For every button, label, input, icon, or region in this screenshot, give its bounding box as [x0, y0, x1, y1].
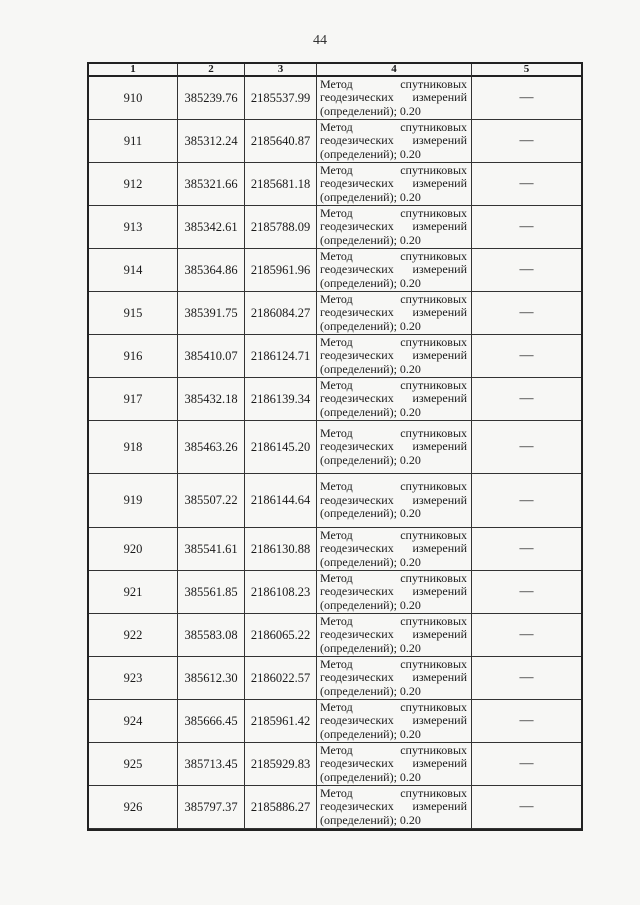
- method-text-line: геодезических измерений: [320, 541, 467, 556]
- method-text-line: геодезических измерений: [320, 133, 467, 148]
- method-text-line: (определений); 0.20: [320, 769, 421, 784]
- column5-cell: —: [472, 421, 581, 474]
- y-coordinate-cell: 2185961.96: [245, 249, 317, 292]
- point-number-cell: 924: [89, 700, 178, 743]
- method-text-line: Метод спутниковых: [320, 570, 467, 585]
- x-coordinate-cell: 385239.76: [178, 77, 245, 120]
- point-number-cell: 913: [89, 206, 178, 249]
- point-number-cell: 922: [89, 614, 178, 657]
- method-text-line: (определений); 0.20: [320, 726, 421, 741]
- method-text-line: (определений); 0.20: [320, 146, 421, 161]
- method-text-line: Метод спутниковых: [320, 699, 467, 714]
- method-text-line: Метод спутниковых: [320, 527, 467, 542]
- x-coordinate-cell: 385583.08: [178, 614, 245, 657]
- y-coordinate-cell: 2185640.87: [245, 120, 317, 163]
- x-coordinate-cell: 385312.24: [178, 120, 245, 163]
- x-coordinate-cell: 385713.45: [178, 743, 245, 786]
- column-header: 4: [317, 64, 472, 77]
- point-number-cell: 914: [89, 249, 178, 292]
- method-text-line: (определений); 0.20: [320, 640, 421, 655]
- x-coordinate-cell: 385364.86: [178, 249, 245, 292]
- method-text-line: Метод спутниковых: [320, 162, 467, 177]
- method-text-line: Метод спутниковых: [320, 742, 467, 757]
- table-row: [89, 743, 581, 786]
- x-coordinate-cell: 385561.85: [178, 571, 245, 614]
- method-text-line: Метод спутниковых: [320, 479, 467, 494]
- x-coordinate-cell: 385463.26: [178, 421, 245, 474]
- method-text-line: (определений); 0.20: [320, 404, 421, 419]
- y-coordinate-cell: 2186108.23: [245, 571, 317, 614]
- column5-cell: —: [472, 378, 581, 421]
- method-text-line: (определений); 0.20: [320, 275, 421, 290]
- method-text-line: Метод спутниковых: [320, 613, 467, 628]
- y-coordinate-cell: 2185929.83: [245, 743, 317, 786]
- method-text-line: геодезических измерений: [320, 176, 467, 191]
- y-coordinate-cell: 2185681.18: [245, 163, 317, 206]
- column-header: 1: [89, 64, 178, 77]
- method-text-line: Метод спутниковых: [320, 76, 467, 91]
- method-text-line: геодезических измерений: [320, 391, 467, 406]
- method-text-line: (определений); 0.20: [320, 232, 421, 247]
- method-text-line: геодезических измерений: [320, 584, 467, 599]
- column5-cell: —: [472, 657, 581, 700]
- column5-cell: —: [472, 335, 581, 378]
- column5-cell: —: [472, 700, 581, 743]
- method-text-line: Метод спутниковых: [320, 205, 467, 220]
- table-row: [89, 571, 581, 614]
- point-number-cell: 923: [89, 657, 178, 700]
- point-number-cell: 916: [89, 335, 178, 378]
- y-coordinate-cell: 2185961.42: [245, 700, 317, 743]
- x-coordinate-cell: 385612.30: [178, 657, 245, 700]
- column5-cell: —: [472, 249, 581, 292]
- method-text-line: (определений); 0.20: [320, 597, 421, 612]
- method-text-line: (определений); 0.20: [320, 103, 421, 118]
- method-cell: [317, 206, 472, 249]
- coordinates-table: [87, 62, 583, 831]
- x-coordinate-cell: 385321.66: [178, 163, 245, 206]
- method-text-line: Метод спутниковых: [320, 425, 467, 440]
- point-number-cell: 919: [89, 474, 178, 528]
- column5-cell: —: [472, 163, 581, 206]
- column5-cell: —: [472, 292, 581, 335]
- method-cell: [317, 700, 472, 743]
- y-coordinate-cell: 2185886.27: [245, 786, 317, 829]
- x-coordinate-cell: 385410.07: [178, 335, 245, 378]
- table-row: [89, 786, 581, 829]
- method-text-line: геодезических измерений: [320, 219, 467, 234]
- column-header: 5: [472, 64, 581, 77]
- method-cell: [317, 335, 472, 378]
- table-row: [89, 378, 581, 421]
- table-row: [89, 335, 581, 378]
- table-row: [89, 474, 581, 528]
- table-row: [89, 528, 581, 571]
- y-coordinate-cell: 2186065.22: [245, 614, 317, 657]
- table-header-row: [89, 64, 581, 77]
- y-coordinate-cell: 2186130.88: [245, 528, 317, 571]
- method-text-line: (определений); 0.20: [320, 683, 421, 698]
- table-row: [89, 77, 581, 120]
- table-row: [89, 292, 581, 335]
- x-coordinate-cell: 385541.61: [178, 528, 245, 571]
- x-coordinate-cell: 385342.61: [178, 206, 245, 249]
- x-coordinate-cell: 385507.22: [178, 474, 245, 528]
- method-text-line: геодезических измерений: [320, 756, 467, 771]
- y-coordinate-cell: 2185537.99: [245, 77, 317, 120]
- point-number-cell: 920: [89, 528, 178, 571]
- method-text-line: Метод спутниковых: [320, 785, 467, 800]
- point-number-cell: 926: [89, 786, 178, 829]
- point-number-cell: 910: [89, 77, 178, 120]
- method-text-line: (определений); 0.20: [320, 189, 421, 204]
- column5-cell: —: [472, 528, 581, 571]
- method-cell: [317, 474, 472, 528]
- x-coordinate-cell: 385432.18: [178, 378, 245, 421]
- point-number-cell: 911: [89, 120, 178, 163]
- method-cell: [317, 614, 472, 657]
- method-cell: [317, 378, 472, 421]
- method-text-line: (определений); 0.20: [320, 452, 421, 467]
- method-text-line: геодезических измерений: [320, 670, 467, 685]
- method-text-line: Метод спутниковых: [320, 377, 467, 392]
- column5-cell: —: [472, 77, 581, 120]
- table-row: [89, 614, 581, 657]
- x-coordinate-cell: 385666.45: [178, 700, 245, 743]
- column5-cell: —: [472, 474, 581, 528]
- method-cell: [317, 657, 472, 700]
- method-text-line: геодезических измерений: [320, 262, 467, 277]
- table-row: [89, 120, 581, 163]
- point-number-cell: 921: [89, 571, 178, 614]
- method-text-line: (определений); 0.20: [320, 812, 421, 827]
- table-row: [89, 249, 581, 292]
- column5-cell: —: [472, 786, 581, 829]
- method-cell: [317, 249, 472, 292]
- x-coordinate-cell: 385391.75: [178, 292, 245, 335]
- method-text-line: геодезических измерений: [320, 90, 467, 105]
- method-cell: [317, 571, 472, 614]
- column5-cell: —: [472, 743, 581, 786]
- point-number-cell: 917: [89, 378, 178, 421]
- method-text-line: геодезических измерений: [320, 439, 467, 454]
- column5-cell: —: [472, 571, 581, 614]
- method-text-line: геодезических измерений: [320, 348, 467, 363]
- point-number-cell: 915: [89, 292, 178, 335]
- y-coordinate-cell: 2186022.57: [245, 657, 317, 700]
- method-cell: [317, 528, 472, 571]
- method-text-line: Метод спутниковых: [320, 248, 467, 263]
- method-text-line: геодезических измерений: [320, 627, 467, 642]
- method-text-line: (определений); 0.20: [320, 318, 421, 333]
- y-coordinate-cell: 2186124.71: [245, 335, 317, 378]
- column5-cell: —: [472, 614, 581, 657]
- point-number-cell: 918: [89, 421, 178, 474]
- method-text-line: геодезических измерений: [320, 799, 467, 814]
- method-cell: [317, 421, 472, 474]
- table-row: [89, 206, 581, 249]
- y-coordinate-cell: 2186145.20: [245, 421, 317, 474]
- method-text-line: (определений); 0.20: [320, 361, 421, 376]
- table-row: [89, 700, 581, 743]
- y-coordinate-cell: 2186084.27: [245, 292, 317, 335]
- table-row: [89, 163, 581, 206]
- y-coordinate-cell: 2186144.64: [245, 474, 317, 528]
- table-row: [89, 421, 581, 474]
- column-header: 3: [245, 64, 317, 77]
- column-header: 2: [178, 64, 245, 77]
- column5-cell: —: [472, 206, 581, 249]
- y-coordinate-cell: 2186139.34: [245, 378, 317, 421]
- method-text-line: геодезических измерений: [320, 713, 467, 728]
- page-number: 44: [313, 33, 327, 48]
- column5-cell: —: [472, 120, 581, 163]
- method-text-line: (определений); 0.20: [320, 506, 421, 521]
- table-row: [89, 657, 581, 700]
- method-text-line: геодезических измерений: [320, 492, 467, 507]
- method-cell: [317, 743, 472, 786]
- method-cell: [317, 786, 472, 829]
- method-text-line: (определений); 0.20: [320, 554, 421, 569]
- method-cell: [317, 292, 472, 335]
- method-cell: [317, 163, 472, 206]
- method-text-line: геодезических измерений: [320, 305, 467, 320]
- x-coordinate-cell: 385797.37: [178, 786, 245, 829]
- method-text-line: Метод спутниковых: [320, 119, 467, 134]
- point-number-cell: 925: [89, 743, 178, 786]
- y-coordinate-cell: 2185788.09: [245, 206, 317, 249]
- point-number-cell: 912: [89, 163, 178, 206]
- method-text-line: Метод спутниковых: [320, 656, 467, 671]
- method-text-line: Метод спутниковых: [320, 334, 467, 349]
- method-cell: [317, 120, 472, 163]
- method-cell: [317, 77, 472, 120]
- method-text-line: Метод спутниковых: [320, 291, 467, 306]
